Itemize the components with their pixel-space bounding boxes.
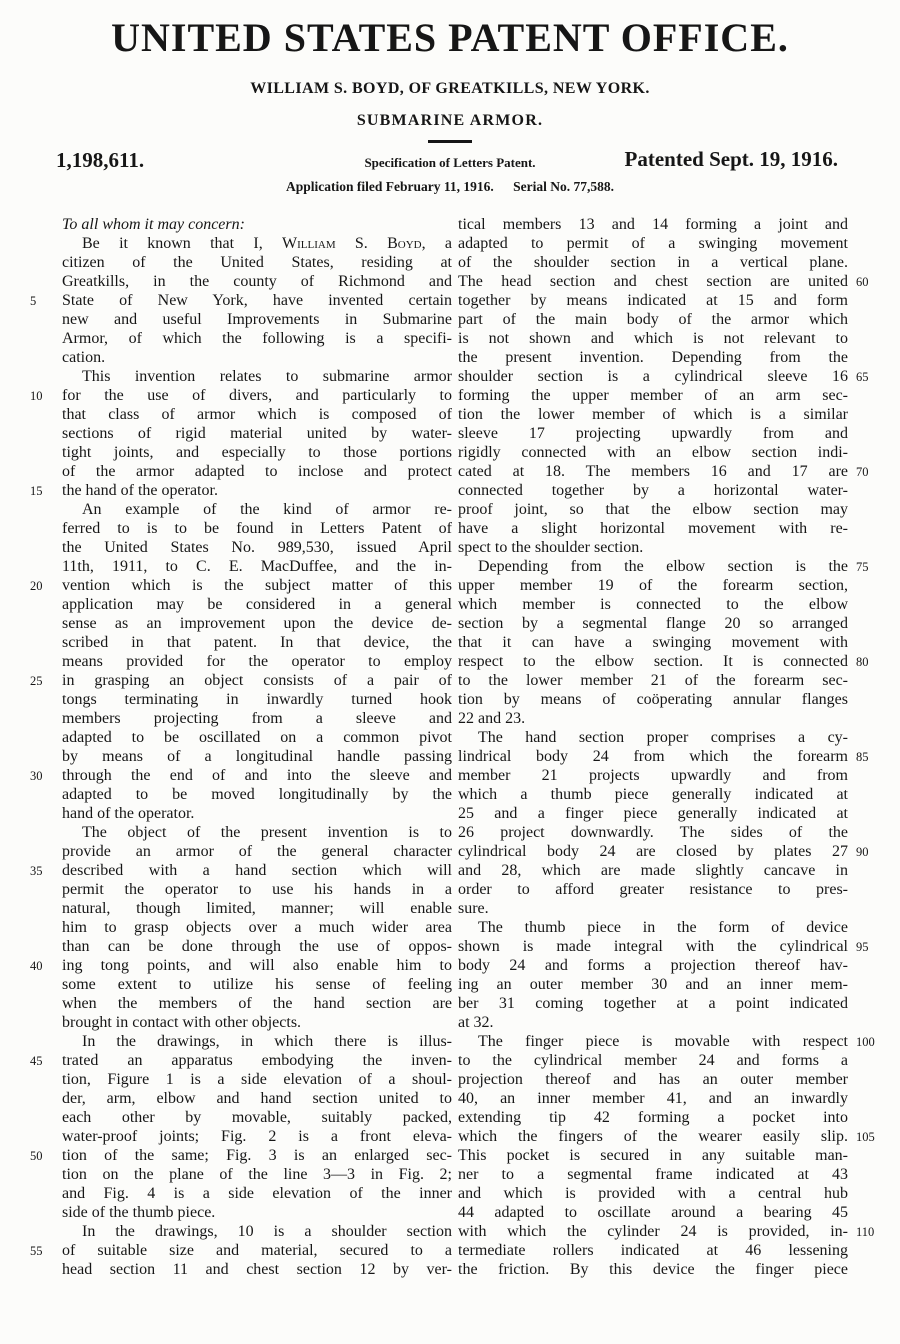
text-line: An example of the kind of armor re-: [82, 501, 452, 518]
spec-label: Specification of Letters Patent.: [364, 155, 536, 170]
text-line: permit the operator to use his hands in a: [62, 881, 452, 898]
text-line: respect to the elbow section. It is connected 80: [458, 652, 848, 671]
text-line: some extent to utilize his sense of feeling: [62, 976, 452, 993]
text-line: 25 and a finger piece generally indicated at: [458, 805, 848, 822]
line-number: 50: [30, 1149, 43, 1163]
text-line: have a slight horizontal movement with re-: [458, 520, 848, 537]
text-line: cated at 18. The members 16 and 17 are 70: [458, 462, 848, 481]
text-line: trated an apparatus embodying the inven- 45: [30, 1052, 452, 1069]
text-line: The object of the present invention is to: [82, 824, 452, 841]
text-line: adapted to be oscillated on a common pivot: [62, 729, 452, 746]
text-line: of suitable size and material, secured to a 55: [30, 1242, 452, 1259]
text-line: The head section and chest section are united 60: [458, 272, 848, 291]
line-number: 10: [30, 389, 43, 403]
text-line: adapted to permit of a swinging movement: [458, 235, 848, 252]
text-line: ing an outer member 30 and an inner mem-: [458, 976, 848, 993]
text-line: This pocket is secured in any suitable man-: [458, 1147, 848, 1164]
text-line: order to afford greater resistance to pres-: [458, 881, 848, 898]
text-line: shown is made integral with the cylindrical 95: [458, 937, 848, 956]
text-line: The finger piece is movable with respect 100: [458, 1032, 848, 1051]
text-line: scribed in that patent. In that device, the: [62, 634, 452, 651]
text-line: member 21 projects upwardly and from: [458, 767, 848, 784]
text-line: extending tip 42 forming a pocket into: [458, 1109, 848, 1126]
text-line: forming the upper member of an arm sec-: [458, 387, 848, 404]
text-line: citizen of the United States, residing at: [62, 254, 452, 271]
text-line: lindrical body 24 from which the forearm 85: [458, 747, 848, 766]
text-line: This invention relates to submarine armor: [82, 368, 452, 385]
text-line: connected together by a horizontal water-: [458, 482, 848, 499]
column-left: [30, 215, 453, 1279]
text-line: sure.: [458, 900, 489, 917]
patented-date: Patented Sept. 19, 1916.: [624, 147, 838, 171]
text-line: termediate rollers indicated at 46 lessening: [458, 1242, 848, 1259]
line-number: 110: [856, 1225, 875, 1239]
text-line: cation.: [62, 349, 106, 366]
line-number: 60: [856, 275, 869, 289]
line-number: 30: [30, 769, 43, 783]
text-line: head section 11 and chest section 12 by ver-: [62, 1261, 452, 1278]
line-number: 75: [856, 560, 869, 574]
invention-title: SUBMARINE ARMOR.: [356, 112, 544, 129]
text-line: and 28, which are made slightly cancave in: [458, 862, 848, 879]
text-line: sense as an improvement upon the device de-: [62, 615, 452, 632]
text-line: rigidly connected with an elbow section indi-: [458, 444, 848, 461]
line-number: 40: [30, 959, 43, 973]
text-line: tion the lower member of which is a similar: [458, 406, 848, 423]
text-line: new and useful Improvements in Submarine: [62, 311, 452, 328]
text-line: of the shoulder section in a vertical plane.: [458, 254, 848, 271]
text-line: natural, though limited, manner; will enable: [62, 900, 452, 917]
text-line: tion of the same; Fig. 3 is an enlarged sec- 50: [30, 1147, 452, 1164]
text-line: ner to a segmental frame indicated at 43: [458, 1166, 848, 1183]
text-line: tion by means of coöperating annular flanges: [458, 691, 848, 708]
text-line: with which the cylinder 24 is provided, in- 110: [458, 1222, 848, 1241]
text-line: him to grasp objects over a much wider area: [62, 919, 452, 936]
line-number: 25: [30, 674, 43, 688]
text-line: projection thereof and has an outer member: [458, 1071, 848, 1088]
text-line: In the drawings, in which there is illus-: [82, 1033, 452, 1050]
text-line: Greatkills, in the county of Richmond and: [62, 273, 452, 290]
line-number: 90: [856, 845, 869, 859]
text-line: through the end of and into the sleeve and 30: [30, 767, 452, 784]
page-title: UNITED STATES PATENT OFFICE.: [111, 15, 789, 60]
text-line: for the use of divers, and particularly to 10: [30, 387, 452, 404]
text-line: vention which is the subject matter of this 20: [30, 577, 452, 594]
text-line: means provided for the operator to employ: [62, 653, 452, 670]
text-line: is not shown and which is not relevant to: [458, 330, 848, 347]
line-number: 45: [30, 1054, 43, 1068]
column-right: [458, 215, 875, 1279]
text-line: hand of the operator.: [62, 805, 195, 822]
text-line: side of the thumb piece.: [62, 1204, 216, 1221]
text-line: than can be done through the use of oppos-: [62, 938, 452, 955]
text-line: spect to the shoulder section.: [458, 539, 644, 556]
text-line: which a thumb piece generally indicated at: [458, 786, 848, 803]
line-number: 20: [30, 579, 43, 593]
text-line: Armor, of which the following is a specifi-: [62, 330, 452, 347]
serial-number: Serial No. 77,588.: [513, 179, 614, 194]
text-line: members projecting from a sleeve and: [62, 710, 452, 727]
text-line: application may be considered in a general: [62, 596, 452, 613]
text-line: ber 31 coming together at a point indicated: [458, 995, 848, 1012]
text-line: 40, an inner member 41, and an inwardly: [458, 1090, 848, 1107]
text-line: that it can have a swinging movement with: [458, 634, 848, 651]
divider-rule: [428, 140, 472, 143]
text-line: in grasping an object consists of a pair of 25: [30, 672, 452, 689]
text-line: which the fingers of the wearer easily slip. 105: [458, 1127, 848, 1146]
text-line: and Fig. 4 is a side elevation of the inner: [62, 1185, 452, 1202]
text-line: In the drawings, 10 is a shoulder section: [82, 1223, 452, 1240]
text-line: cylindrical body 24 are closed by plates 27 90: [458, 842, 848, 861]
line-number: 95: [856, 940, 869, 954]
line-number: 70: [856, 465, 869, 479]
line-number: 65: [856, 370, 869, 384]
inventor-line: WILLIAM S. BOYD, OF GREATKILLS, NEW YORK.: [250, 80, 650, 97]
text-line: 11th, 1911, to C. E. MacDuffee, and the in-: [62, 558, 452, 575]
text-line: the present invention. Depending from the: [458, 349, 848, 366]
text-line: adapted to be moved longitudinally by the: [62, 786, 452, 803]
text-line: The thumb piece in the form of device: [478, 919, 848, 936]
text-line: at 32.: [458, 1014, 494, 1031]
text-line: and which is provided with a central hub: [458, 1185, 848, 1202]
line-number: 35: [30, 864, 43, 878]
text-run: , a: [421, 235, 453, 252]
text-line: Depending from the elbow section is the 75: [458, 557, 848, 576]
text-line: to the cylindrical member 24 and forms a: [458, 1052, 848, 1069]
text-line: 26 project downwardly. The sides of the: [458, 824, 848, 841]
text-line: tion, Figure 1 is a side elevation of a shoul-: [62, 1071, 452, 1088]
text-line: brought in contact with other objects.: [62, 1014, 302, 1031]
line-number: 5: [30, 294, 37, 308]
text-line: the friction. By this device the finger piece: [458, 1261, 848, 1278]
text-line: section by a segmental flange 20 so arranged: [458, 615, 848, 632]
text-line: State of New York, have invented certain 5: [30, 292, 452, 309]
text-line: to the lower member 21 of the forearm sec-: [458, 672, 848, 689]
text-line: of the armor adapted to inclose and protect: [62, 463, 452, 480]
line-number: 80: [856, 655, 869, 669]
text-line: [62, 234, 452, 253]
text-line: ferred to is to be found in Letters Patent of: [62, 520, 452, 537]
line-number: 105: [856, 1130, 875, 1144]
text-line: together by means indicated at 15 and form: [458, 292, 848, 309]
text-line: tion on the plane of the line 3—3 in Fig. 2;: [62, 1166, 452, 1183]
text-line: tical members 13 and 14 forming a joint and: [458, 216, 848, 233]
text-line: der, arm, elbow and hand section united to: [62, 1090, 452, 1107]
text-line: that class of armor which is composed of: [62, 406, 452, 423]
text-line: ing tong points, and will also enable him to 40: [30, 957, 452, 974]
text-line: body 24 and forms a projection thereof hav-: [458, 957, 848, 974]
text-line: when the members of the hand section are: [62, 995, 452, 1012]
application-filed: Application filed February 11, 1916.: [285, 179, 494, 194]
text-line: sleeve 17 projecting upwardly from and: [458, 425, 848, 442]
text-line: which member is connected to the elbow: [458, 596, 848, 613]
text-line: tight joints, and especially to those portions: [62, 444, 452, 461]
text-line: by means of a longitudinal handle passing: [62, 748, 452, 765]
application-line: [0, 179, 900, 195]
inventor-name: William S. Boyd: [282, 235, 422, 252]
text-line: described with a hand section which will 35: [30, 862, 452, 879]
patent-number: 1,198,611.: [56, 148, 145, 172]
text-line: part of the main body of the armor which: [458, 311, 848, 328]
text-line: tongs terminating in inwardly turned hook: [62, 691, 452, 708]
text-line: To all whom it may concern:: [62, 216, 245, 233]
text-line: 22 and 23.: [458, 710, 526, 727]
text-line: the United States No. 989,530, issued April: [62, 539, 452, 556]
line-number: 15: [30, 484, 43, 498]
text-line: the hand of the operator. 15: [30, 482, 218, 499]
text-line: proof joint, so that the elbow section may: [458, 501, 848, 518]
text-line: sections of rigid material united by water-: [62, 425, 452, 442]
text-line: water-proof joints; Fig. 2 is a front eleva-: [62, 1128, 452, 1145]
line-number: 55: [30, 1244, 43, 1258]
text-line: provide an armor of the general character: [62, 843, 452, 860]
text-line: shoulder section is a cylindrical sleeve 16 65: [458, 367, 848, 386]
line-number: 85: [856, 750, 869, 764]
text-line: upper member 19 of the forearm section,: [458, 577, 848, 594]
line-number: 100: [856, 1035, 875, 1049]
text-line: each other by movable, suitably packed,: [62, 1109, 452, 1126]
text-line: The hand section proper comprises a cy-: [478, 729, 848, 746]
text-run: Be it known that I,: [82, 235, 283, 252]
text-line: 44 adapted to oscillate around a bearing 45: [458, 1204, 848, 1221]
